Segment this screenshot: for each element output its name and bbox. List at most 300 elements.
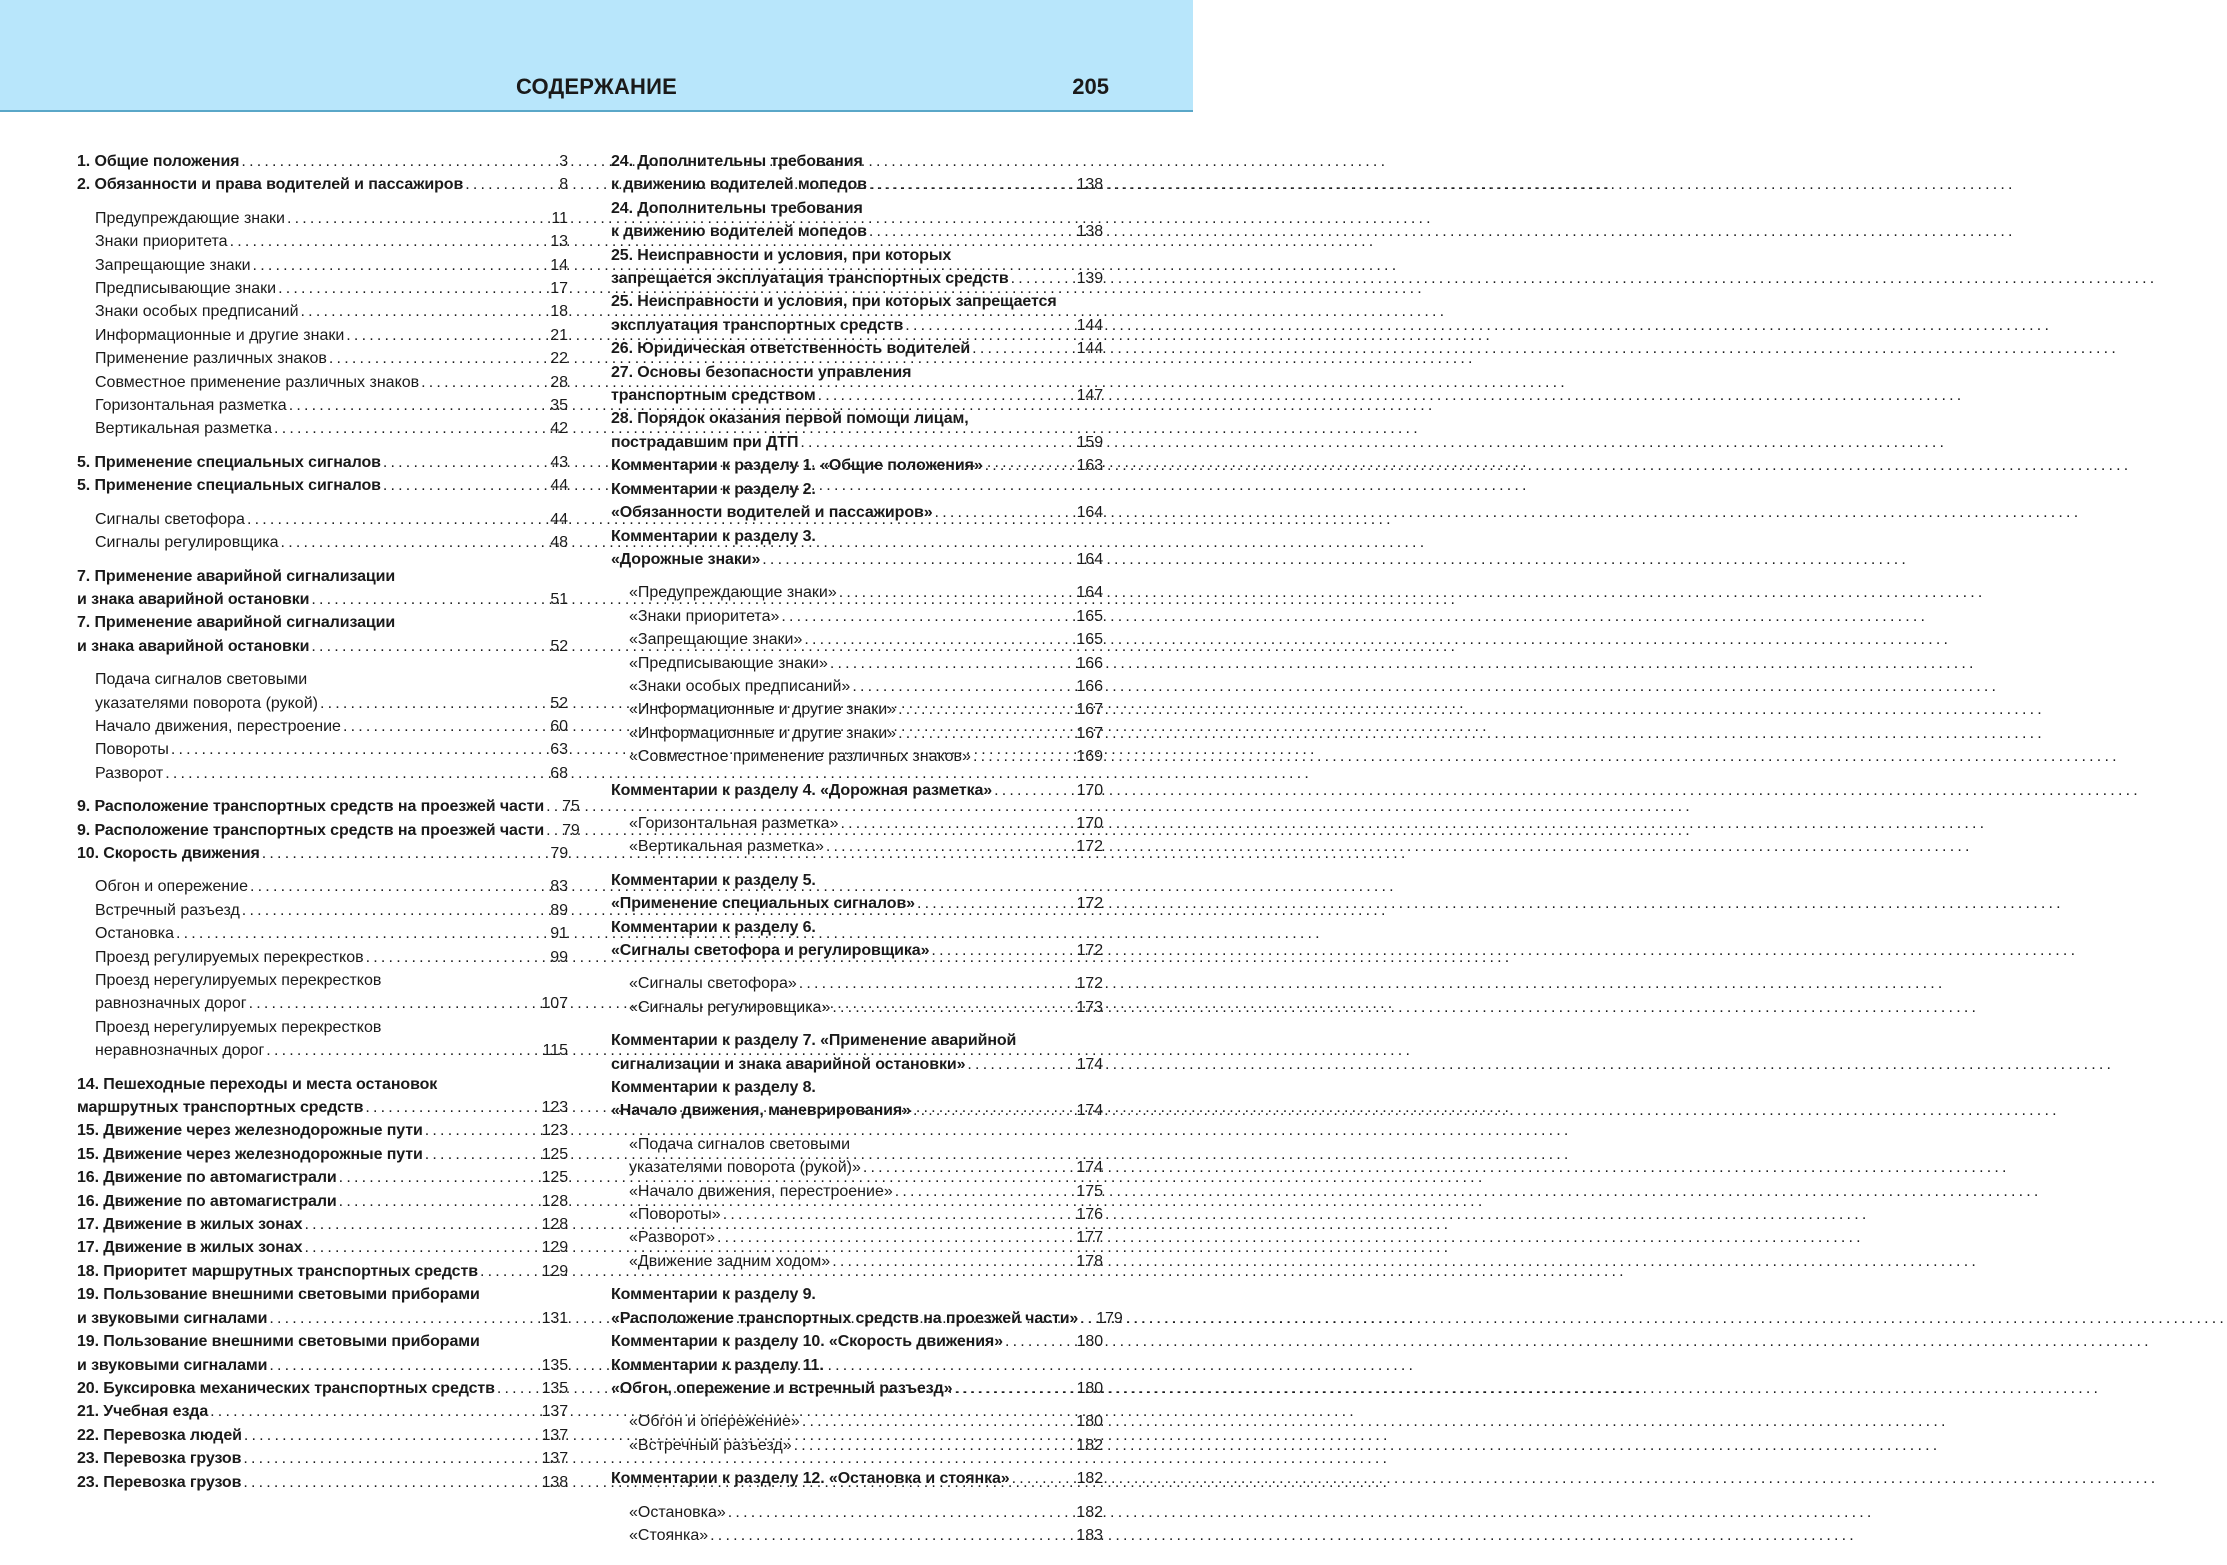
dot-leader	[465, 173, 555, 196]
toc-subsection-entry[interactable]	[77, 277, 568, 300]
toc-entry-title: Запрещающие знаки	[95, 256, 251, 274]
toc-page-number: 174	[1076, 1055, 1103, 1073]
toc-subsection-entry[interactable]	[77, 922, 568, 945]
toc-subsection-entry[interactable]	[611, 652, 1103, 675]
toc-page-number: 139	[1076, 270, 1103, 288]
toc-section-entry[interactable]	[77, 1447, 568, 1470]
page-title: СОДЕРЖАНИЕ	[515, 74, 678, 99]
toc-subsection-entry[interactable]	[77, 899, 568, 922]
toc-entry-title: Остановка	[95, 925, 174, 943]
toc-entry-title: «Обязанности водителей и пассажиров»	[611, 504, 933, 522]
dot-leader	[954, 1377, 1072, 1400]
toc-entry-row	[77, 819, 580, 842]
toc-subsection-entry[interactable]	[611, 722, 1103, 745]
dot-leader	[728, 1501, 1073, 1524]
toc-section-entry[interactable]	[77, 451, 568, 474]
toc-page-number: 159	[1076, 433, 1103, 451]
group-spacer	[77, 865, 568, 875]
dot-leader	[281, 531, 547, 554]
dot-leader	[931, 939, 1072, 962]
toc-section-entry[interactable]	[611, 361, 1103, 408]
toc-group	[611, 1029, 1103, 1123]
toc-page-number: 173	[1076, 998, 1103, 1016]
toc-section-entry[interactable]	[611, 337, 1103, 360]
toc-page-number: 164	[1076, 504, 1103, 522]
toc-subsection-entry[interactable]	[77, 300, 568, 323]
toc-section-entry[interactable]	[77, 1143, 568, 1166]
dot-leader	[913, 1099, 1073, 1122]
dot-leader	[339, 1190, 538, 1213]
dot-leader	[244, 1424, 538, 1447]
toc-entry-title: Комментарии к разделу 1. «Общие положения»	[611, 457, 983, 475]
toc-subsection-entry[interactable]	[77, 207, 568, 230]
toc-entry-title: Комментарии к разделу 4. «Дорожная разметка»	[611, 781, 993, 799]
dot-leader	[243, 1447, 537, 1470]
toc-entry-title-line: 27. Основы безопасности управления	[611, 363, 912, 381]
toc-page-number: 107	[541, 995, 568, 1013]
toc-entry-title: «Сигналы регулировщика»	[629, 998, 831, 1016]
toc-page-number: 172	[1076, 942, 1103, 959]
toc-entry-title: к движению водителей мопедов	[611, 176, 867, 194]
toc-section-entry[interactable]	[611, 290, 1103, 337]
toc-page-number: 131	[541, 1309, 568, 1327]
toc-page-number: 28	[550, 373, 568, 391]
toc-entry-title: 21. Учебная езда	[77, 1403, 209, 1421]
toc-section-entry[interactable]	[77, 173, 568, 196]
toc-entry-title: «Стоянка»	[629, 1526, 709, 1544]
group-spacer	[611, 1123, 1103, 1133]
dot-leader	[832, 1250, 1072, 1273]
toc-entry-row	[611, 501, 1103, 524]
toc-page-number: 83	[550, 878, 568, 896]
toc-subsection-entry[interactable]	[77, 254, 568, 277]
toc-section-entry[interactable]	[77, 1119, 568, 1142]
dot-leader	[176, 922, 546, 945]
toc-section-entry[interactable]	[77, 1236, 568, 1259]
toc-page-number: 164	[1076, 550, 1103, 568]
toc-subsection-entry[interactable]	[77, 715, 568, 738]
toc-subsection-entry[interactable]	[611, 1434, 1103, 1457]
toc-group	[611, 581, 1103, 768]
toc-subsection-entry[interactable]	[77, 324, 568, 347]
toc-entry-title-line: Проезд нерегулируемых перекрестков	[95, 1018, 382, 1036]
toc-page-number: 128	[541, 1192, 568, 1210]
toc-page-number: 79	[562, 821, 580, 839]
toc-page-number: 166	[1076, 654, 1103, 672]
toc-entry-title: «Сигналы светофора»	[629, 975, 797, 993]
toc-entry-row	[95, 254, 568, 277]
toc-subsection-entry[interactable]	[77, 230, 568, 253]
dot-leader	[304, 1236, 537, 1259]
toc-section-entry[interactable]	[77, 1424, 568, 1447]
toc-section-entry[interactable]	[611, 1330, 1103, 1353]
group-spacer	[611, 571, 1103, 581]
group-spacer	[77, 785, 568, 795]
toc-section-entry[interactable]	[77, 842, 568, 865]
toc-subsection-entry[interactable]	[77, 417, 568, 440]
toc-subsection-entry[interactable]	[77, 347, 568, 370]
toc-entry-row	[611, 1307, 1123, 1330]
toc-entry-row	[95, 531, 568, 554]
dot-leader	[242, 899, 546, 922]
toc-page-number: 164	[1076, 584, 1103, 602]
toc-entry-row	[77, 1236, 568, 1259]
dot-leader	[905, 314, 1072, 337]
toc-entry-title: Предписывающие знаки	[95, 280, 277, 298]
toc-entry-row	[629, 996, 1103, 1019]
toc-subsection-entry[interactable]	[611, 628, 1103, 651]
toc-entry-row	[629, 835, 1103, 858]
toc-page-number: 179	[1096, 1309, 1123, 1327]
toc-entry-title: «Дорожные знаки»	[611, 550, 761, 568]
toc-entry-row	[95, 875, 568, 898]
toc-section-entry[interactable]	[77, 1213, 568, 1236]
toc-entry-row	[611, 779, 1103, 802]
toc-entry-title: равнозначных дорог	[95, 995, 247, 1013]
toc-entry-title: 17. Движение в жилых зонах	[77, 1216, 303, 1234]
toc-section-entry[interactable]	[611, 779, 1103, 802]
toc-subsection-entry[interactable]	[611, 1133, 1103, 1180]
toc-entry-title-line: 19. Пользование внешними световыми приборами	[77, 1286, 480, 1304]
toc-subsection-entry[interactable]	[611, 745, 1103, 768]
toc-subsection-entry[interactable]	[611, 1180, 1103, 1203]
dot-leader	[287, 207, 547, 230]
toc-entry-title: Обгон и опережение	[95, 878, 249, 896]
toc-group	[77, 207, 568, 441]
toc-section-entry[interactable]	[611, 869, 1103, 916]
toc-entry-row	[611, 939, 1103, 962]
toc-subsection-entry[interactable]	[77, 969, 568, 1016]
toc-entry-title-line: 7. Применение аварийной сигнализации	[77, 614, 396, 632]
dot-leader	[480, 1260, 538, 1283]
toc-subsection-entry[interactable]	[611, 812, 1103, 835]
toc-entry-title: 9. Расположение транспортных средств на проезжей части	[77, 798, 545, 816]
dot-leader	[972, 337, 1072, 360]
toc-entry-row	[611, 1053, 1103, 1076]
toc-page-number: 183	[1076, 1526, 1103, 1544]
toc-subsection-entry[interactable]	[611, 581, 1103, 604]
toc-subsection-entry[interactable]	[611, 1250, 1103, 1273]
toc-column-left	[77, 150, 580, 1494]
toc-section-entry[interactable]	[611, 197, 1103, 244]
dot-leader	[278, 277, 546, 300]
dot-leader	[230, 230, 547, 253]
toc-entry-row	[77, 842, 568, 865]
toc-entry-title: 22. Перевозка людей	[77, 1426, 242, 1444]
toc-subsection-entry[interactable]	[77, 394, 568, 417]
toc-section-entry[interactable]	[77, 819, 580, 842]
group-spacer	[611, 1019, 1103, 1029]
toc-page-number: 180	[1076, 1413, 1103, 1431]
dot-leader	[365, 1096, 537, 1119]
dot-leader	[247, 508, 546, 531]
toc-entry-title: Предупреждающие знаки	[95, 209, 285, 227]
toc-entry-row	[611, 548, 1103, 571]
group-spacer	[611, 1400, 1103, 1410]
toc-entry-row	[611, 1467, 1103, 1490]
toc-subsection-entry[interactable]	[611, 605, 1103, 628]
toc-entry-row	[629, 628, 1103, 651]
toc-subsection-entry[interactable]	[611, 972, 1103, 995]
toc-entry-row	[629, 745, 1103, 768]
toc-entry-row	[77, 150, 568, 173]
dot-leader	[346, 324, 546, 347]
toc-section-entry[interactable]	[77, 150, 568, 173]
toc-entry-title: неравнозначных дорог	[95, 1042, 265, 1060]
group-spacer	[77, 441, 568, 451]
toc-page-number: 144	[1076, 340, 1103, 358]
toc-entry-title: Применение различных знаков	[95, 350, 327, 368]
toc-page-number: 75	[562, 798, 580, 816]
toc-subsection-entry[interactable]	[77, 1016, 568, 1063]
toc-section-entry[interactable]	[77, 795, 580, 818]
toc-section-entry[interactable]	[611, 1467, 1103, 1490]
toc-entry-title: Вертикальная разметка	[95, 420, 273, 438]
toc-entry-title: «Применение специальных сигналов»	[611, 895, 915, 913]
toc-entry-row	[95, 1039, 568, 1062]
toc-entry-title: «Обгон и опережение»	[629, 1413, 800, 1431]
dot-leader	[241, 150, 555, 173]
toc-entry-title: 16. Движение по автомагистрали	[77, 1192, 337, 1210]
toc-section-entry[interactable]	[77, 1330, 568, 1377]
toc-entry-row	[77, 1354, 568, 1377]
dot-leader	[421, 371, 546, 394]
toc-entry-row	[77, 1166, 568, 1189]
toc-entry-title-line: 19. Пользование внешними световыми приборами	[77, 1333, 480, 1351]
toc-entry-title-line: Комментарии к разделу 2.	[611, 480, 816, 498]
toc-entry-title: «Сигналы светофора и регулировщика»	[611, 942, 930, 959]
toc-page-number: 43	[550, 453, 568, 471]
toc-section-entry[interactable]	[611, 150, 1103, 197]
toc-entry-title-line: «Подача сигналов световыми	[629, 1135, 851, 1153]
group-spacer	[611, 1491, 1103, 1501]
toc-page-number: 42	[550, 420, 568, 438]
toc-group	[77, 1073, 568, 1494]
toc-entry-title: эксплуатация транспортных средств	[611, 316, 904, 334]
toc-entry-title: маршрутных транспортных средств	[77, 1099, 364, 1117]
toc-page-number: 138	[1076, 176, 1103, 194]
toc-section-entry[interactable]	[77, 611, 568, 658]
toc-entry-row	[95, 992, 568, 1015]
toc-section-entry[interactable]	[77, 1073, 568, 1120]
toc-page-number: 129	[541, 1239, 568, 1257]
toc-subsection-entry[interactable]	[611, 1226, 1103, 1249]
toc-entry-title: «Начало движения, перестроение»	[629, 1182, 893, 1200]
toc-entry-row	[77, 474, 568, 497]
toc-page-number: 167	[1076, 701, 1103, 719]
toc-page-number: 177	[1076, 1229, 1103, 1247]
toc-page-number: 137	[541, 1403, 568, 1421]
toc-subsection-entry[interactable]	[611, 996, 1103, 1019]
toc-entry-title: Комментарии к разделу 10. «Скорость движения»	[611, 1333, 1003, 1351]
toc-entry-title-line: Комментарии к разделу 11.	[611, 1356, 824, 1374]
toc-section-entry[interactable]	[611, 916, 1103, 963]
group-spacer	[611, 802, 1103, 812]
toc-entry-title: «Предписывающие знаки»	[629, 654, 828, 672]
toc-subsection-entry[interactable]	[77, 875, 568, 898]
toc-page-number: 174	[1076, 1159, 1103, 1177]
toc-entry-row	[77, 1424, 568, 1447]
dot-leader	[269, 1307, 537, 1330]
dot-leader	[289, 394, 547, 417]
dot-leader	[253, 254, 547, 277]
toc-entry-title: Знаки особых предписаний	[95, 303, 299, 321]
toc-entry-title-line: Комментарии к разделу 6.	[611, 918, 816, 936]
toc-section-entry[interactable]	[77, 1283, 568, 1330]
toc-entry-row	[611, 173, 1103, 196]
toc-section-entry[interactable]	[611, 1354, 1103, 1401]
toc-page-number: 125	[541, 1169, 568, 1187]
toc-section-entry[interactable]	[611, 1076, 1103, 1123]
toc-entry-row	[611, 314, 1103, 337]
toc-subsection-entry[interactable]	[77, 762, 568, 785]
toc-entry-title: Сигналы светофора	[95, 510, 245, 528]
toc-subsection-entry[interactable]	[611, 698, 1103, 721]
toc-entry-row	[611, 1330, 1103, 1353]
toc-entry-row	[629, 605, 1103, 628]
dot-leader	[329, 347, 546, 370]
toc-page-number: 163	[1076, 457, 1103, 475]
toc-page-number: 44	[550, 477, 568, 495]
toc-page-number: 115	[542, 1042, 568, 1060]
toc-subsection-entry[interactable]	[77, 531, 568, 554]
toc-subsection-entry[interactable]	[611, 1410, 1103, 1433]
toc-group	[77, 508, 568, 555]
toc-subsection-entry[interactable]	[611, 1501, 1103, 1524]
toc-entry-row	[95, 899, 568, 922]
toc-entry-row	[629, 1434, 1103, 1457]
dot-leader	[895, 1180, 1073, 1203]
toc-section-entry[interactable]	[611, 525, 1103, 572]
group-spacer	[77, 658, 568, 668]
dot-leader	[165, 762, 546, 785]
toc-entry-title-line: Комментарии к разделу 9.	[611, 1286, 816, 1304]
toc-page-number: 175	[1076, 1182, 1103, 1200]
toc-section-entry[interactable]	[77, 1190, 568, 1213]
toc-section-entry[interactable]	[611, 244, 1103, 291]
dot-leader	[301, 300, 547, 323]
toc-subsection-entry[interactable]	[611, 1203, 1103, 1226]
toc-section-entry[interactable]	[611, 478, 1103, 525]
toc-entry-row	[629, 1156, 1103, 1179]
toc-entry-row	[629, 581, 1103, 604]
toc-group	[611, 972, 1103, 1019]
toc-entry-row	[611, 1377, 1103, 1400]
toc-entry-row	[629, 698, 1103, 721]
toc-entry-title-line: Комментарии к разделу 8.	[611, 1079, 816, 1097]
toc-page-number: 144	[1076, 316, 1103, 334]
toc-entry-title: 5. Применение специальных сигналов	[77, 453, 381, 471]
toc-entry-title-line: Проезд нерегулируемых перекрестков	[95, 972, 382, 989]
toc-section-entry[interactable]	[611, 1283, 1123, 1330]
toc-section-entry[interactable]	[77, 1377, 568, 1400]
toc-entry-row	[95, 417, 568, 440]
toc-entry-title: Информационные и другие знаки	[95, 326, 345, 344]
toc-entry-row	[77, 173, 568, 196]
toc-entry-row	[77, 1213, 568, 1236]
toc-entry-row	[611, 1099, 1103, 1122]
dot-leader	[383, 451, 547, 474]
toc-page-number: 125	[541, 1145, 568, 1163]
toc-entry-title: «Расположение транспортных средств на проезжей части»	[611, 1309, 1079, 1327]
toc-page-number: 172	[1076, 895, 1103, 913]
toc-subsection-entry[interactable]	[611, 835, 1103, 858]
toc-entry-title-line: Подача сигналов световыми	[95, 671, 308, 689]
toc-page-number: 123	[541, 1122, 568, 1140]
toc-page-number: 180	[1076, 1379, 1103, 1397]
dot-leader	[799, 972, 1073, 995]
toc-entry-row	[629, 1524, 1103, 1547]
toc-subsection-entry[interactable]	[611, 675, 1103, 698]
toc-entry-title: запрещается эксплуатация транспортных средств	[611, 270, 1009, 288]
toc-section-entry[interactable]	[611, 1029, 1103, 1076]
toc-entry-title: Проезд регулируемых перекрестков	[95, 948, 364, 966]
toc-entry-title: и звуковыми сигналами	[77, 1356, 268, 1374]
toc-section-entry[interactable]	[611, 407, 1103, 454]
dot-leader	[339, 1166, 538, 1189]
toc-group	[611, 869, 1103, 963]
toc-entry-title-line: Комментарии к разделу 3.	[611, 527, 816, 545]
toc-subsection-entry[interactable]	[77, 371, 568, 394]
toc-page-number: 135	[541, 1379, 568, 1397]
toc-section-entry[interactable]	[77, 1471, 568, 1494]
group-spacer	[611, 859, 1103, 869]
toc-entry-title: и знака аварийной остановки	[77, 637, 310, 655]
toc-section-entry[interactable]	[77, 565, 568, 612]
toc-entry-title: «Совместное применение различных знаков»	[629, 748, 971, 766]
toc-page-number: 44	[550, 510, 568, 528]
dot-leader	[311, 588, 546, 611]
toc-section-entry[interactable]	[77, 1166, 568, 1189]
toc-section-entry[interactable]	[77, 1400, 568, 1423]
toc-subsection-entry[interactable]	[77, 668, 568, 715]
toc-column-right	[611, 150, 1123, 1547]
toc-section-entry[interactable]	[77, 474, 568, 497]
toc-entry-title: «Горизонтальная разметка»	[629, 814, 839, 832]
toc-entry-title: «Обгон, опережение и встречный разъезд»	[611, 1379, 953, 1397]
toc-subsection-entry[interactable]	[77, 508, 568, 531]
toc-group	[77, 565, 568, 659]
toc-entry-title: указателями поворота (рукой)»	[629, 1159, 861, 1177]
toc-page-number: 182	[1076, 1503, 1103, 1521]
toc-group	[77, 451, 568, 498]
toc-entry-row	[629, 652, 1103, 675]
toc-entry-title-line: 28. Порядок оказания первой помощи лицам,	[611, 410, 969, 428]
toc-entry-title: «Повороты»	[629, 1206, 721, 1224]
toc-page-number: 68	[550, 764, 568, 782]
dot-leader	[826, 835, 1072, 858]
toc-subsection-entry[interactable]	[77, 946, 568, 969]
toc-section-entry[interactable]	[611, 454, 1103, 477]
toc-entry-title: сигнализации и знака аварийной остановки»	[611, 1055, 966, 1073]
dot-leader	[210, 1400, 537, 1423]
toc-page-number: 99	[550, 948, 568, 966]
toc-entry-row	[95, 394, 568, 417]
toc-entry-row	[77, 588, 568, 611]
toc-subsection-entry[interactable]	[611, 1524, 1103, 1547]
toc-page-number: 48	[550, 534, 568, 552]
dot-leader	[243, 1471, 537, 1494]
toc-page-number: 135	[541, 1356, 568, 1374]
toc-subsection-entry[interactable]	[77, 738, 568, 761]
toc-entry-title: 16. Движение по автомагистрали	[77, 1169, 337, 1187]
dot-leader	[869, 220, 1073, 243]
toc-section-entry[interactable]	[77, 1260, 568, 1283]
toc-group	[77, 795, 580, 865]
dot-leader	[1012, 1467, 1073, 1490]
toc-entry-row	[629, 722, 1103, 745]
toc-entry-row	[95, 762, 568, 785]
